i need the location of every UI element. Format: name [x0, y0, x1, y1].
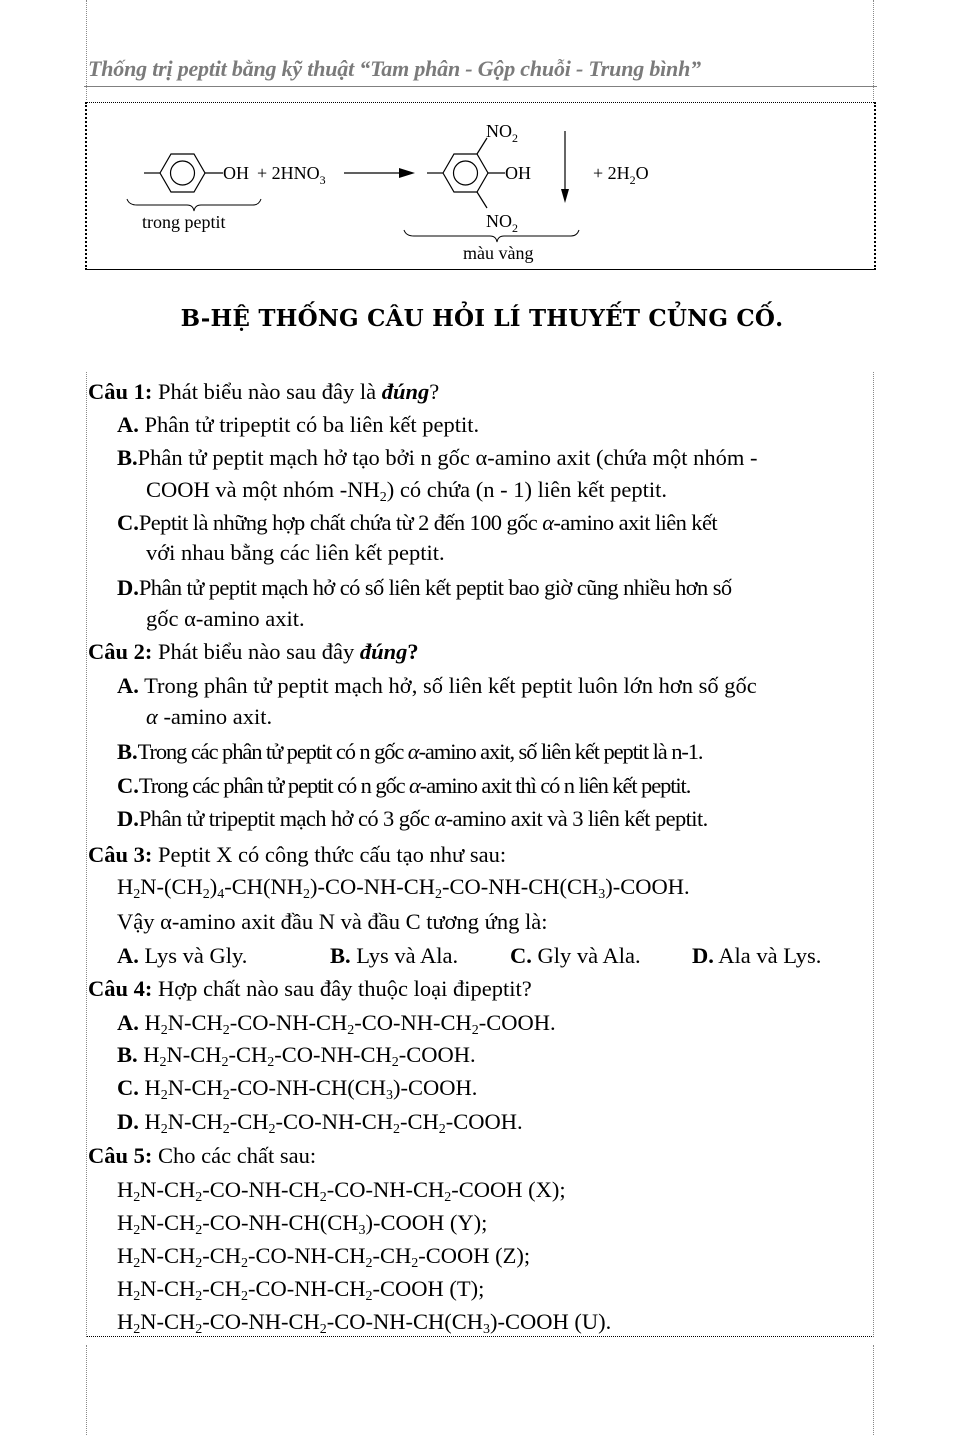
q5-compound-t [117, 1274, 484, 1304]
q1-option-d [117, 573, 732, 603]
subscript: 2 [133, 1256, 141, 1271]
formula-text: -COOH. [445, 1109, 523, 1134]
question-stem: Phát biểu nào sau đây [158, 639, 360, 664]
subscript: 2 [241, 1256, 248, 1271]
q2-option-d [117, 804, 708, 834]
question-stem-end: ? [407, 639, 419, 664]
option-letter: C. [117, 510, 139, 535]
q5-compound-u [117, 1307, 611, 1337]
option-text: Lys và Ala. [356, 943, 459, 968]
subscript: 2 [268, 1122, 276, 1137]
formula-text: N-CH [167, 1010, 223, 1035]
q4-option-b [117, 1040, 476, 1070]
product-no2-top: $NO_2$ [486, 121, 518, 145]
structural-formula [117, 1309, 612, 1337]
option-letter: C. [117, 773, 139, 798]
q1-option-c-continued [146, 538, 445, 568]
formula-text: H [117, 1210, 134, 1235]
q1-option-b [117, 443, 758, 473]
formula-text: H [144, 1010, 161, 1035]
option-letter: C. [510, 943, 532, 968]
q5-compound-z [117, 1241, 530, 1271]
formula-text: -COOH. [478, 1010, 556, 1035]
precipitate-down-arrow-icon [561, 131, 569, 203]
alpha-symbol: α [146, 704, 158, 729]
formula-text: -CO-NH-CH [229, 1010, 348, 1035]
option-letter: D. [692, 943, 714, 968]
option-letter: B. [330, 943, 351, 968]
subscript: 2 [221, 1055, 229, 1070]
structural-formula [117, 1177, 566, 1205]
q3-option-a [117, 941, 247, 971]
running-header: Thống trị peptit bằng kỹ thuật “Tam phân - Gộp chuỗi - Trung bình” [88, 56, 701, 81]
formula-text: N-CH [140, 1309, 196, 1334]
structural-formula [117, 1276, 485, 1304]
formula-text: H [117, 1276, 134, 1301]
formula-text: H [117, 1309, 134, 1334]
formula-text: ) [209, 874, 218, 899]
subscript: 2 [195, 1223, 203, 1238]
reactant-oh: OH [223, 163, 249, 183]
formula-text: N-CH [166, 1042, 222, 1067]
option-text: Lys và Gly. [144, 943, 248, 968]
question-stem: Cho các chất sau: [158, 1143, 317, 1168]
question-stem: Peptit X có công thức cấu tạo như sau: [158, 842, 507, 867]
question-3 [88, 840, 506, 870]
q5-compound-y [117, 1208, 487, 1238]
subscript: 2 [133, 1190, 141, 1205]
subscript: 3 [358, 1223, 366, 1238]
formula-text: N-CH [140, 1276, 196, 1301]
formula-text: H [143, 1042, 160, 1067]
formula-text: N-CH [140, 1243, 196, 1268]
formula-text: -CO-NH-CH(CH [202, 1210, 359, 1235]
option-text: với nhau bằng các liên kết peptit. [146, 540, 445, 565]
formula-text: -COOH (T); [372, 1276, 485, 1301]
formula-text: -CO-NH-CH(CH [229, 1075, 386, 1100]
q1-option-d-continued [146, 604, 305, 634]
formula-text: -CO-NH-CH [202, 1309, 320, 1334]
formula-text: H [144, 1109, 161, 1134]
option-letter: D. [117, 575, 139, 600]
q4-option-d [117, 1107, 523, 1137]
subscript: 2 [195, 1190, 203, 1205]
option-text: Gly và Ala. [537, 943, 641, 968]
formula-text: )-COOH (U). [490, 1309, 612, 1334]
option-letter: A. [117, 673, 139, 698]
q3-option-c [510, 941, 641, 971]
structural-formula [144, 1075, 478, 1103]
q1-option-b-continued [146, 475, 667, 505]
formula-text: N-(CH [140, 874, 203, 899]
formula-text: )-COOH. [393, 1075, 478, 1100]
subscript: 2 [365, 1256, 373, 1271]
formula-text: H [117, 874, 134, 899]
subscript: 2 [160, 1023, 168, 1038]
subscript: 2 [319, 1190, 327, 1205]
formula-text: -COOH. [398, 1042, 476, 1067]
subscript: 3 [483, 1322, 490, 1337]
alpha-symbol: α [407, 739, 419, 764]
alpha-symbol: α [434, 806, 446, 831]
subscript: 2 [222, 1122, 230, 1137]
option-letter: C. [117, 1075, 139, 1100]
subscript: 2 [133, 887, 141, 902]
question-label: Câu 3: [88, 842, 153, 867]
question-emphasis: đúng [359, 639, 408, 664]
question-2 [88, 637, 419, 667]
section-title: B-HỆ THỐNG CÂU HỎI LÍ THUYẾT CỦNG CỐ. [180, 305, 784, 332]
subscript: 2 [222, 1088, 230, 1103]
subscript: 2 [438, 1122, 446, 1137]
subscript: 2 [365, 1289, 373, 1304]
q2-option-c [117, 771, 690, 801]
formula-text: -COOH (Z); [418, 1243, 531, 1268]
subscript: 2 [222, 1023, 230, 1038]
next-page-frame [86, 1345, 874, 1435]
q3-option-b [330, 941, 458, 971]
subscript: 2 [195, 1322, 203, 1337]
subscript: 2 [267, 1055, 275, 1070]
alpha-symbol: α [409, 773, 420, 798]
formula-text: -CO-NH-CH [248, 1276, 366, 1301]
subscript: 3 [598, 887, 606, 902]
formula-text: H [117, 1177, 134, 1202]
phenol-ring [144, 154, 223, 192]
option-text: Trong phân tử peptit mạch hở, số liên kết peptit luôn lớn hơn số gốc [144, 673, 757, 698]
q1-option-a [117, 410, 479, 440]
formula-text: -CO-NH-CH [274, 1042, 392, 1067]
formula-text: -CH [372, 1243, 412, 1268]
formula-text: -CO-NH-CH [248, 1243, 366, 1268]
option-letter: A. [117, 943, 139, 968]
option-letter: D. [117, 1109, 139, 1134]
question-5 [88, 1141, 316, 1171]
formula-text: N-CH [140, 1177, 196, 1202]
subscript: 2 [133, 1223, 141, 1238]
option-letter: B. [117, 1042, 138, 1067]
formula-text: H [144, 1075, 161, 1100]
question-4 [88, 974, 532, 1004]
subscript: 2 [379, 490, 387, 505]
option-text: -amino axit liên kết [553, 510, 717, 535]
subscript: 2 [160, 1088, 168, 1103]
formula-text: H [117, 1243, 134, 1268]
option-text: -amino axit thì có n liên kết peptit. [419, 773, 691, 798]
formula-text: N-CH [167, 1109, 223, 1134]
water-product: + $2H_2O$ [593, 163, 649, 187]
option-text: Trong các phân tử peptit có n gốc [138, 773, 410, 798]
option-text: ) có chứa (n - 1) liên kết peptit. [386, 477, 667, 502]
header-rule [84, 86, 877, 87]
option-letter: B. [117, 739, 138, 764]
q5-compound-x [117, 1175, 566, 1205]
option-letter: B. [117, 445, 138, 470]
subscript: 2 [160, 1122, 168, 1137]
subscript: 2 [241, 1289, 248, 1304]
formula-text: -CO-NH-CH [326, 1177, 445, 1202]
option-text: Phân tử tripeptit có ba liên kết peptit. [144, 412, 480, 437]
q4-option-a [117, 1008, 556, 1038]
product-label: màu vàng [463, 243, 534, 263]
option-text: Peptit là những hợp chất chứa từ 2 đến 100 gốc [138, 510, 543, 535]
product-brace [404, 230, 579, 242]
subscript: 2 [133, 1289, 141, 1304]
q3-followup [117, 907, 548, 937]
subscript: 2 [393, 1122, 400, 1137]
reactant-brace [127, 199, 261, 211]
subscript: 2 [347, 1023, 355, 1038]
structural-formula [117, 1243, 531, 1271]
product-no2-bottom: $NO_2$ [486, 211, 518, 235]
subscript: 4 [217, 887, 225, 902]
structural-formula [144, 1109, 523, 1137]
question-stem-end: ? [429, 379, 440, 404]
subscript: 2 [159, 1055, 167, 1070]
formula-text: )-COOH. [605, 874, 690, 899]
structural-formula [144, 1010, 556, 1038]
q2-option-b [117, 737, 702, 767]
subscript: 2 [444, 1190, 452, 1205]
formula-text: -CH [228, 1042, 268, 1067]
option-letter: D. [117, 806, 139, 831]
question-label: Câu 1: [88, 379, 153, 404]
q3-option-d [692, 941, 821, 971]
formula-text: -CH [202, 1243, 241, 1268]
q2-option-a-continued [146, 702, 272, 732]
question-stem: Hợp chất nào sau đây thuộc loại đipeptit? [158, 976, 532, 1001]
subscript: 2 [471, 1023, 479, 1038]
subscript: 2 [434, 887, 442, 902]
subscript: 2 [391, 1055, 399, 1070]
subscript: 2 [133, 1322, 141, 1337]
formula-text: -COOH (X); [451, 1177, 566, 1202]
question-stem: Phát biểu nào sau đây là [158, 379, 382, 404]
margin-guide-right [873, 0, 874, 100]
subscript: 2 [303, 887, 310, 902]
formula-text: N-CH [167, 1075, 223, 1100]
option-letter: A. [117, 412, 139, 437]
formula-text: -CO-NH-CH [202, 1177, 320, 1202]
formula-text: N-CH [140, 1210, 196, 1235]
q1-option-c [117, 508, 717, 538]
xanthoproteic-reaction-diagram [87, 103, 874, 269]
reaction-arrow [344, 168, 415, 178]
alpha-symbol: α [542, 510, 554, 535]
reaction-box [85, 102, 876, 270]
formula-text: -CH(NH [224, 874, 303, 899]
reactant-label: trong peptit [142, 212, 226, 232]
formula-text: -CO-NH-CH [354, 1010, 472, 1035]
product-oh: OH [505, 163, 531, 183]
subscript: 2 [411, 1256, 419, 1271]
margin-guide-left [86, 0, 87, 100]
question-followup: Vậy α-amino axit đầu N và đầu C tương ứng là: [117, 909, 548, 934]
option-text: Phân tử peptit mạch hở có số liên kết peptit bao giờ cũng nhiều hơn số [138, 575, 732, 600]
structural-formula [117, 874, 690, 902]
subscript: 2 [202, 887, 210, 902]
question-label: Câu 2: [88, 639, 153, 664]
formula-text: -CO-NH-CH [275, 1109, 393, 1134]
subscript: 3 [386, 1088, 393, 1103]
question-1 [88, 377, 439, 407]
formula-text: )-COOH (Y); [365, 1210, 488, 1235]
question-emphasis: đúng [381, 379, 430, 404]
subscript: 2 [195, 1256, 203, 1271]
formula-text: -CO-NH-CH(CH [441, 874, 599, 899]
option-letter: A. [117, 1010, 139, 1035]
option-text: COOH và một nhóm -NH [146, 477, 380, 502]
picric-ring [427, 138, 505, 208]
option-text: Phân tử tripeptit mạch hở có 3 gốc [138, 806, 435, 831]
option-text: Trong các phân tử peptit có n gốc [137, 739, 408, 764]
option-text: Phân tử peptit mạch hở tạo bởi n gốc α-amino axit (chứa một nhóm - [137, 445, 758, 470]
reactant-plus-hno3: + $2HNO_3$ [257, 163, 326, 187]
q4-option-c [117, 1073, 477, 1103]
option-text: Ala và Lys. [718, 943, 822, 968]
option-text: gốc α-amino axit. [146, 606, 305, 631]
formula-text: -CH [202, 1276, 241, 1301]
formula-text: )-CO-NH-CH [310, 874, 435, 899]
formula-text: -CH [229, 1109, 269, 1134]
q3-formula [117, 872, 690, 902]
subscript: 2 [319, 1322, 327, 1337]
structural-formula [143, 1042, 476, 1070]
q2-option-a [117, 671, 757, 701]
formula-text: -CO-NH-CH(CH [326, 1309, 483, 1334]
question-label: Câu 5: [88, 1143, 153, 1168]
option-text: -amino axit. [163, 704, 273, 729]
subscript: 2 [195, 1289, 203, 1304]
structural-formula [117, 1210, 488, 1238]
option-text: -amino axit và 3 liên kết peptit. [445, 806, 708, 831]
question-label: Câu 4: [88, 976, 153, 1001]
option-text: -amino axit, số liên kết peptit là n-1. [418, 739, 703, 764]
formula-text: -CH [400, 1109, 439, 1134]
